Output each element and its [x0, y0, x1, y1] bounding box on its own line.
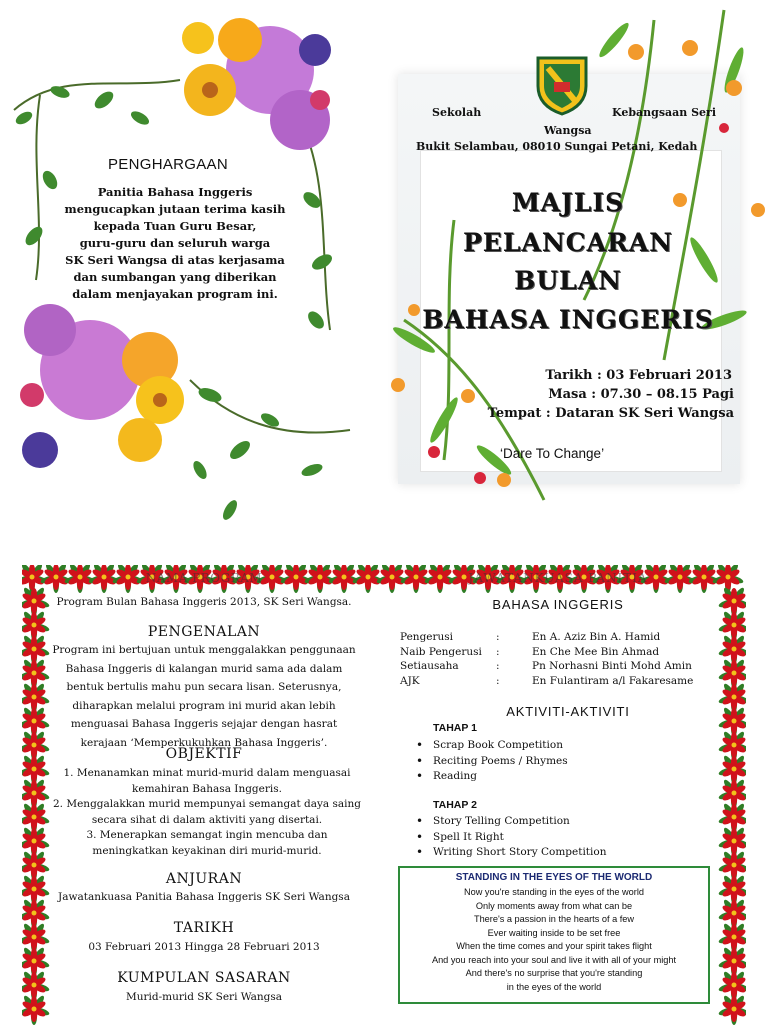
intro-line: bentuk bertulis mahu pun secara lisan. Seterusnya,: [66, 681, 342, 693]
committee-separator: :: [496, 660, 500, 673]
committee-role: Pengerusi: [400, 631, 454, 644]
event-venue: Tempat : Dataran SK Seri Wangsa: [487, 406, 734, 421]
list-item: • Scrap Book Competition: [416, 739, 568, 755]
list-item: • Story Telling Competition: [416, 815, 606, 831]
committee-separator: :: [496, 631, 500, 644]
target-group-heading: KUMPULAN SASARAN: [117, 970, 291, 986]
thanks-line: kepada Tuan Guru Besar,: [93, 219, 257, 233]
thanks-message: [50, 184, 300, 303]
poinsettia-flower: [718, 994, 746, 1025]
thanks-line: Panitia Bahasa Inggeris: [97, 185, 253, 199]
thanks-line: dalam menjayakan program ini.: [72, 287, 278, 301]
poem-line: Only moments away from what can be: [475, 900, 633, 911]
organizer-heading: ANJURAN: [165, 871, 243, 887]
committee-subheading: BAHASA INGGERIS: [492, 597, 624, 612]
thanks-line: SK Seri Wangsa di atas kerjasama: [65, 253, 285, 267]
objective-line: 1. Menanamkan minat murid-murid dalam menguasai: [63, 767, 351, 779]
date-range: 03 Februari 2013 Hingga 28 Februari 2013: [88, 941, 320, 953]
intro-line: kerajaan ‘Memperkukuhkan Bahasa Inggeris’.: [80, 736, 328, 749]
event-title-line: BAHASA INGGERIS: [422, 305, 714, 334]
poem-line: There's a passion in the hearts of a few: [473, 914, 635, 924]
intro-line: Bahasa Inggeris di kalangan murid sama ada dalam: [65, 662, 343, 675]
program-name-heading: NAMA PROGRAM: [145, 571, 263, 585]
intro-heading: PENGENALAN: [147, 624, 261, 640]
school-name-part: Wangsa: [544, 124, 592, 137]
date-range-heading: TARIKH: [173, 920, 235, 936]
committee-role: Setiausaha: [400, 660, 459, 673]
intro-text: [34, 641, 374, 752]
event-title-line: PELANCARAN: [463, 228, 673, 257]
event-date: Tarikh : 03 Februari 2013: [545, 368, 732, 383]
committee-role: Naib Pengerusi: [400, 645, 482, 658]
committee-member: En A. Aziz Bin A. Hamid: [532, 631, 661, 644]
list-item: • Writing Short Story Competition: [416, 846, 606, 862]
committee-separator: :: [496, 645, 500, 658]
committee-heading: JAWATANKUASA PANITIA: [468, 571, 648, 585]
event-motto: ‘Dare To Change’: [500, 446, 605, 461]
list-item: • Reading: [416, 770, 568, 786]
poem-line: And you reach into your soul and live it with all of your might: [431, 954, 677, 965]
school-address: Bukit Selambau, 08010 Sungai Petani, Kedah: [416, 140, 698, 153]
committee-separator: :: [496, 674, 500, 687]
committee-member: Pn Norhasni Binti Mohd Amin: [532, 660, 692, 673]
objective-line: meningkatkan keyakinan diri murid-murid.: [92, 844, 322, 857]
committee-member: En Fulantiram a/l Fakaresame: [532, 674, 694, 687]
committee-table: [400, 630, 693, 688]
table-row: [400, 645, 693, 660]
thanks-line: mengucapkan jutaan terima kasih: [64, 202, 286, 216]
objective-line: kemahiran Bahasa Inggeris.: [132, 782, 282, 795]
level-1-heading: TAHAP 1: [433, 722, 477, 734]
table-row: [400, 674, 693, 689]
thanks-line: guru-guru dan seluruh warga: [79, 236, 271, 250]
table-row: [400, 630, 693, 645]
poem-line: And there's no surprise that you're standing: [465, 968, 643, 978]
thanks-line: dan sumbangan yang diberikan: [73, 270, 277, 284]
intro-line: menguasai Bahasa Inggeris sejajar dengan hasrat: [70, 718, 338, 730]
objective-list: [40, 766, 374, 859]
thanks-panel: [0, 0, 384, 540]
poem-line: in the eyes of the world: [506, 981, 602, 992]
objective-line: 3. Menerapkan semangat ingin mencuba dan: [86, 829, 328, 841]
school-name-part: Sekolah: [432, 106, 482, 119]
list-item: • Spell It Right: [416, 831, 606, 847]
poem-line: Ever waiting inside to be set free: [487, 927, 621, 938]
poem-text: [398, 886, 710, 994]
activities-heading: AKTIVITI-AKTIVITI: [506, 704, 630, 719]
target-group: Murid-murid SK Seri Wangsa: [125, 991, 283, 1003]
program-name: Program Bulan Bahasa Inggeris 2013, SK Seri Wangsa.: [56, 596, 352, 608]
objective-line: 2. Menggalakkan murid mempunyai semangat daya saing: [52, 798, 362, 810]
list-item: • Reciting Poems / Rhymes: [416, 755, 568, 771]
thanks-title: PENGHARGAAN: [108, 156, 228, 173]
poem-line: Now you're standing in the eyes of the world: [464, 887, 644, 897]
level-1-activity-list: [416, 739, 568, 786]
event-title-line: MAJLIS: [511, 188, 625, 217]
school-crest-icon: [534, 52, 590, 116]
objective-heading: OBJEKTIF: [165, 746, 243, 762]
event-title-line: BULAN: [514, 266, 622, 295]
poem-line: When the time comes and your spirit takes flight: [456, 941, 652, 951]
school-name-part: Kebangsaan Seri: [612, 106, 717, 119]
poem-title: STANDING IN THE EYES OF THE WORLD: [455, 872, 653, 883]
level-2-activity-list: [416, 815, 606, 862]
intro-line: Program ini bertujuan untuk menggalakkan penggunaan: [52, 644, 356, 656]
objective-line: secara sihat di dalam aktiviti yang disertai.: [91, 813, 323, 826]
committee-role: AJK: [400, 674, 420, 687]
level-2-heading: TAHAP 2: [433, 799, 477, 811]
intro-line: diharapkan melalui program ini murid akan lebih: [72, 699, 336, 712]
event-time: Masa : 07.30 – 08.15 Pagi: [548, 387, 734, 402]
organizer: Jawatankuasa Panitia Bahasa Inggeris SK Seri Wangsa: [58, 891, 350, 903]
table-row: [400, 659, 693, 674]
committee-member: En Che Mee Bin Ahmad: [532, 645, 660, 658]
